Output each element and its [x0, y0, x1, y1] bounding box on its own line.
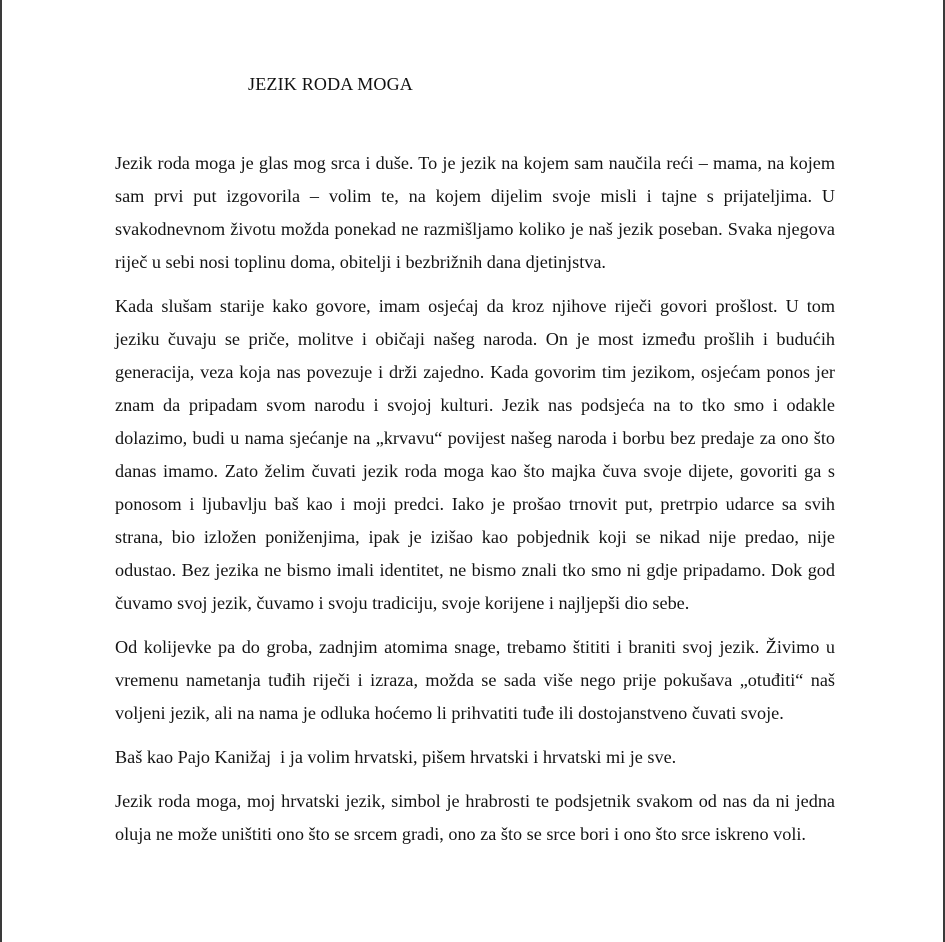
paragraph-4: Baš kao Pajo Kanižaj i ja volim hrvatski, pišem hrvatski i hrvatski mi je sve. — [115, 747, 677, 767]
paragraph-2: Kada slušam starije kako govore, imam osjećaj da kroz njihove riječi govori prošlost. U tom jeziku čuvaju se priče, molitve i običaji našeg naroda. On je most između prošlih i budućih generacija, veza koja nas povezuje i drži zajedno. Kada govorim tim jezikom, osjećam ponos jer znam da pripadam svom narodu i svojoj kulturi. Jezik nas podsjeća na to tko smo i odakle dolazimo, budi u nama sjećanje na „krvavu“ povijest našeg naroda i borbu bez predaje za ono što danas imamo. Zato želim čuvati jezik roda moga kao što majka čuva svoje dijete, govoriti ga s ponosom i ljubavlju baš kao i moji predci. Iako je prošao trnovit put, pretrpio udarce sa svih strana, bio izložen poniženjima, ipak je izišao kao pobjednik koji se nikad nije predao, nije odustao. Bez jezika ne bismo imali identitet, ne bismo znali tko smo ni gdje pripadamo. Dok god čuvamo svoj jezik, čuvamo i svoju tradiciju, svoje korijene i najljepši dio sebe. — [115, 296, 835, 613]
paragraph-3: Od kolijevke pa do groba, zadnjim atomima snage, trebamo štititi i braniti svoj jezik. Živimo u vremenu nametanja tuđih riječi i izraza, možda se sada više nego prije pokušava „otuđiti“ naš voljeni jezik, ali na nama je odluka hoćemo li prihvatiti tuđe ili dostojanstveno čuvati svoje. — [115, 637, 835, 723]
document-body — [115, 147, 835, 862]
paragraph-5: Jezik roda moga, moj hrvatski jezik, simbol je hrabrosti te podsjetnik svakom od nas da ni jedna oluja ne može uništiti ono što se srcem gradi, ono za što se srce bori i ono što srce iskreno voli. — [115, 791, 835, 844]
paragraph-1: Jezik roda moga je glas mog srca i duše. To je jezik na kojem sam naučila reći – mama, na kojem sam prvi put izgovorila – volim te, na kojem dijelim svoje misli i tajne s prijateljima. U svakodnevnom životu možda ponekad ne razmišljamo koliko je naš jezik poseban. Svaka njegova riječ u sebi nosi toplinu doma, obitelji i bezbrižnih dana djetinjstva. — [115, 153, 835, 272]
document-title: JEZIK RODA MOGA — [248, 74, 413, 94]
